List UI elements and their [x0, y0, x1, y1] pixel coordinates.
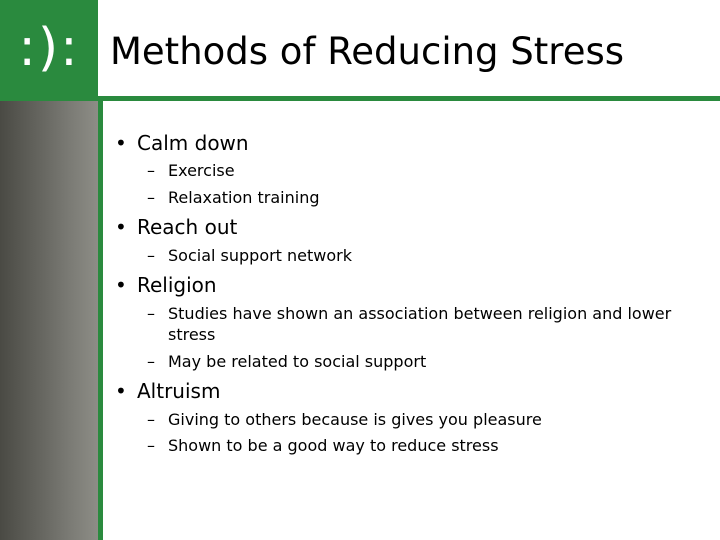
sub-item-continuation: stress — [168, 325, 216, 344]
bullet-religion — [115, 272, 217, 298]
bullet-label: Reach out — [137, 215, 238, 239]
bullet-label: Calm down — [137, 131, 249, 155]
sub-item-label: May be related to social support — [168, 352, 427, 371]
bullet-reach-out — [115, 214, 237, 240]
dash-icon: – — [147, 188, 155, 207]
dash-icon: – — [147, 161, 155, 180]
sub-item-label: Exercise — [168, 161, 235, 180]
dash-icon: – — [147, 246, 155, 265]
bullet-altruism — [115, 378, 220, 404]
sub-item-relaxation — [147, 187, 319, 208]
dash-icon: – — [147, 304, 155, 323]
slide-title: Methods of Reducing Stress — [110, 30, 625, 73]
sub-item-giving — [147, 409, 542, 430]
bullet-label: Religion — [137, 273, 217, 297]
sub-item-exercise — [147, 160, 235, 181]
smiley-logo: :): — [18, 18, 80, 78]
sub-item-label: Relaxation training — [168, 188, 320, 207]
bullet-icon: • — [115, 273, 127, 297]
dash-icon: – — [147, 352, 155, 371]
bullet-icon: • — [115, 379, 127, 403]
sub-item-social-support — [147, 245, 352, 266]
sub-item-label: Studies have shown an association between religion and lower — [168, 304, 672, 323]
dash-icon: – — [147, 410, 155, 429]
sub-item-good-way — [147, 435, 499, 456]
bullet-icon: • — [115, 215, 127, 239]
sub-item-label: Social support network — [168, 246, 353, 265]
sub-item-label: Shown to be a good way to reduce stress — [168, 436, 499, 455]
dash-icon: – — [147, 436, 155, 455]
sub-item-studies — [147, 303, 671, 324]
sub-item-label: Giving to others because is gives you pleasure — [168, 410, 542, 429]
bullet-icon: • — [115, 131, 127, 155]
bullet-label: Altruism — [137, 379, 221, 403]
bullet-calm-down — [115, 130, 249, 156]
sub-item-social-related — [147, 351, 426, 372]
